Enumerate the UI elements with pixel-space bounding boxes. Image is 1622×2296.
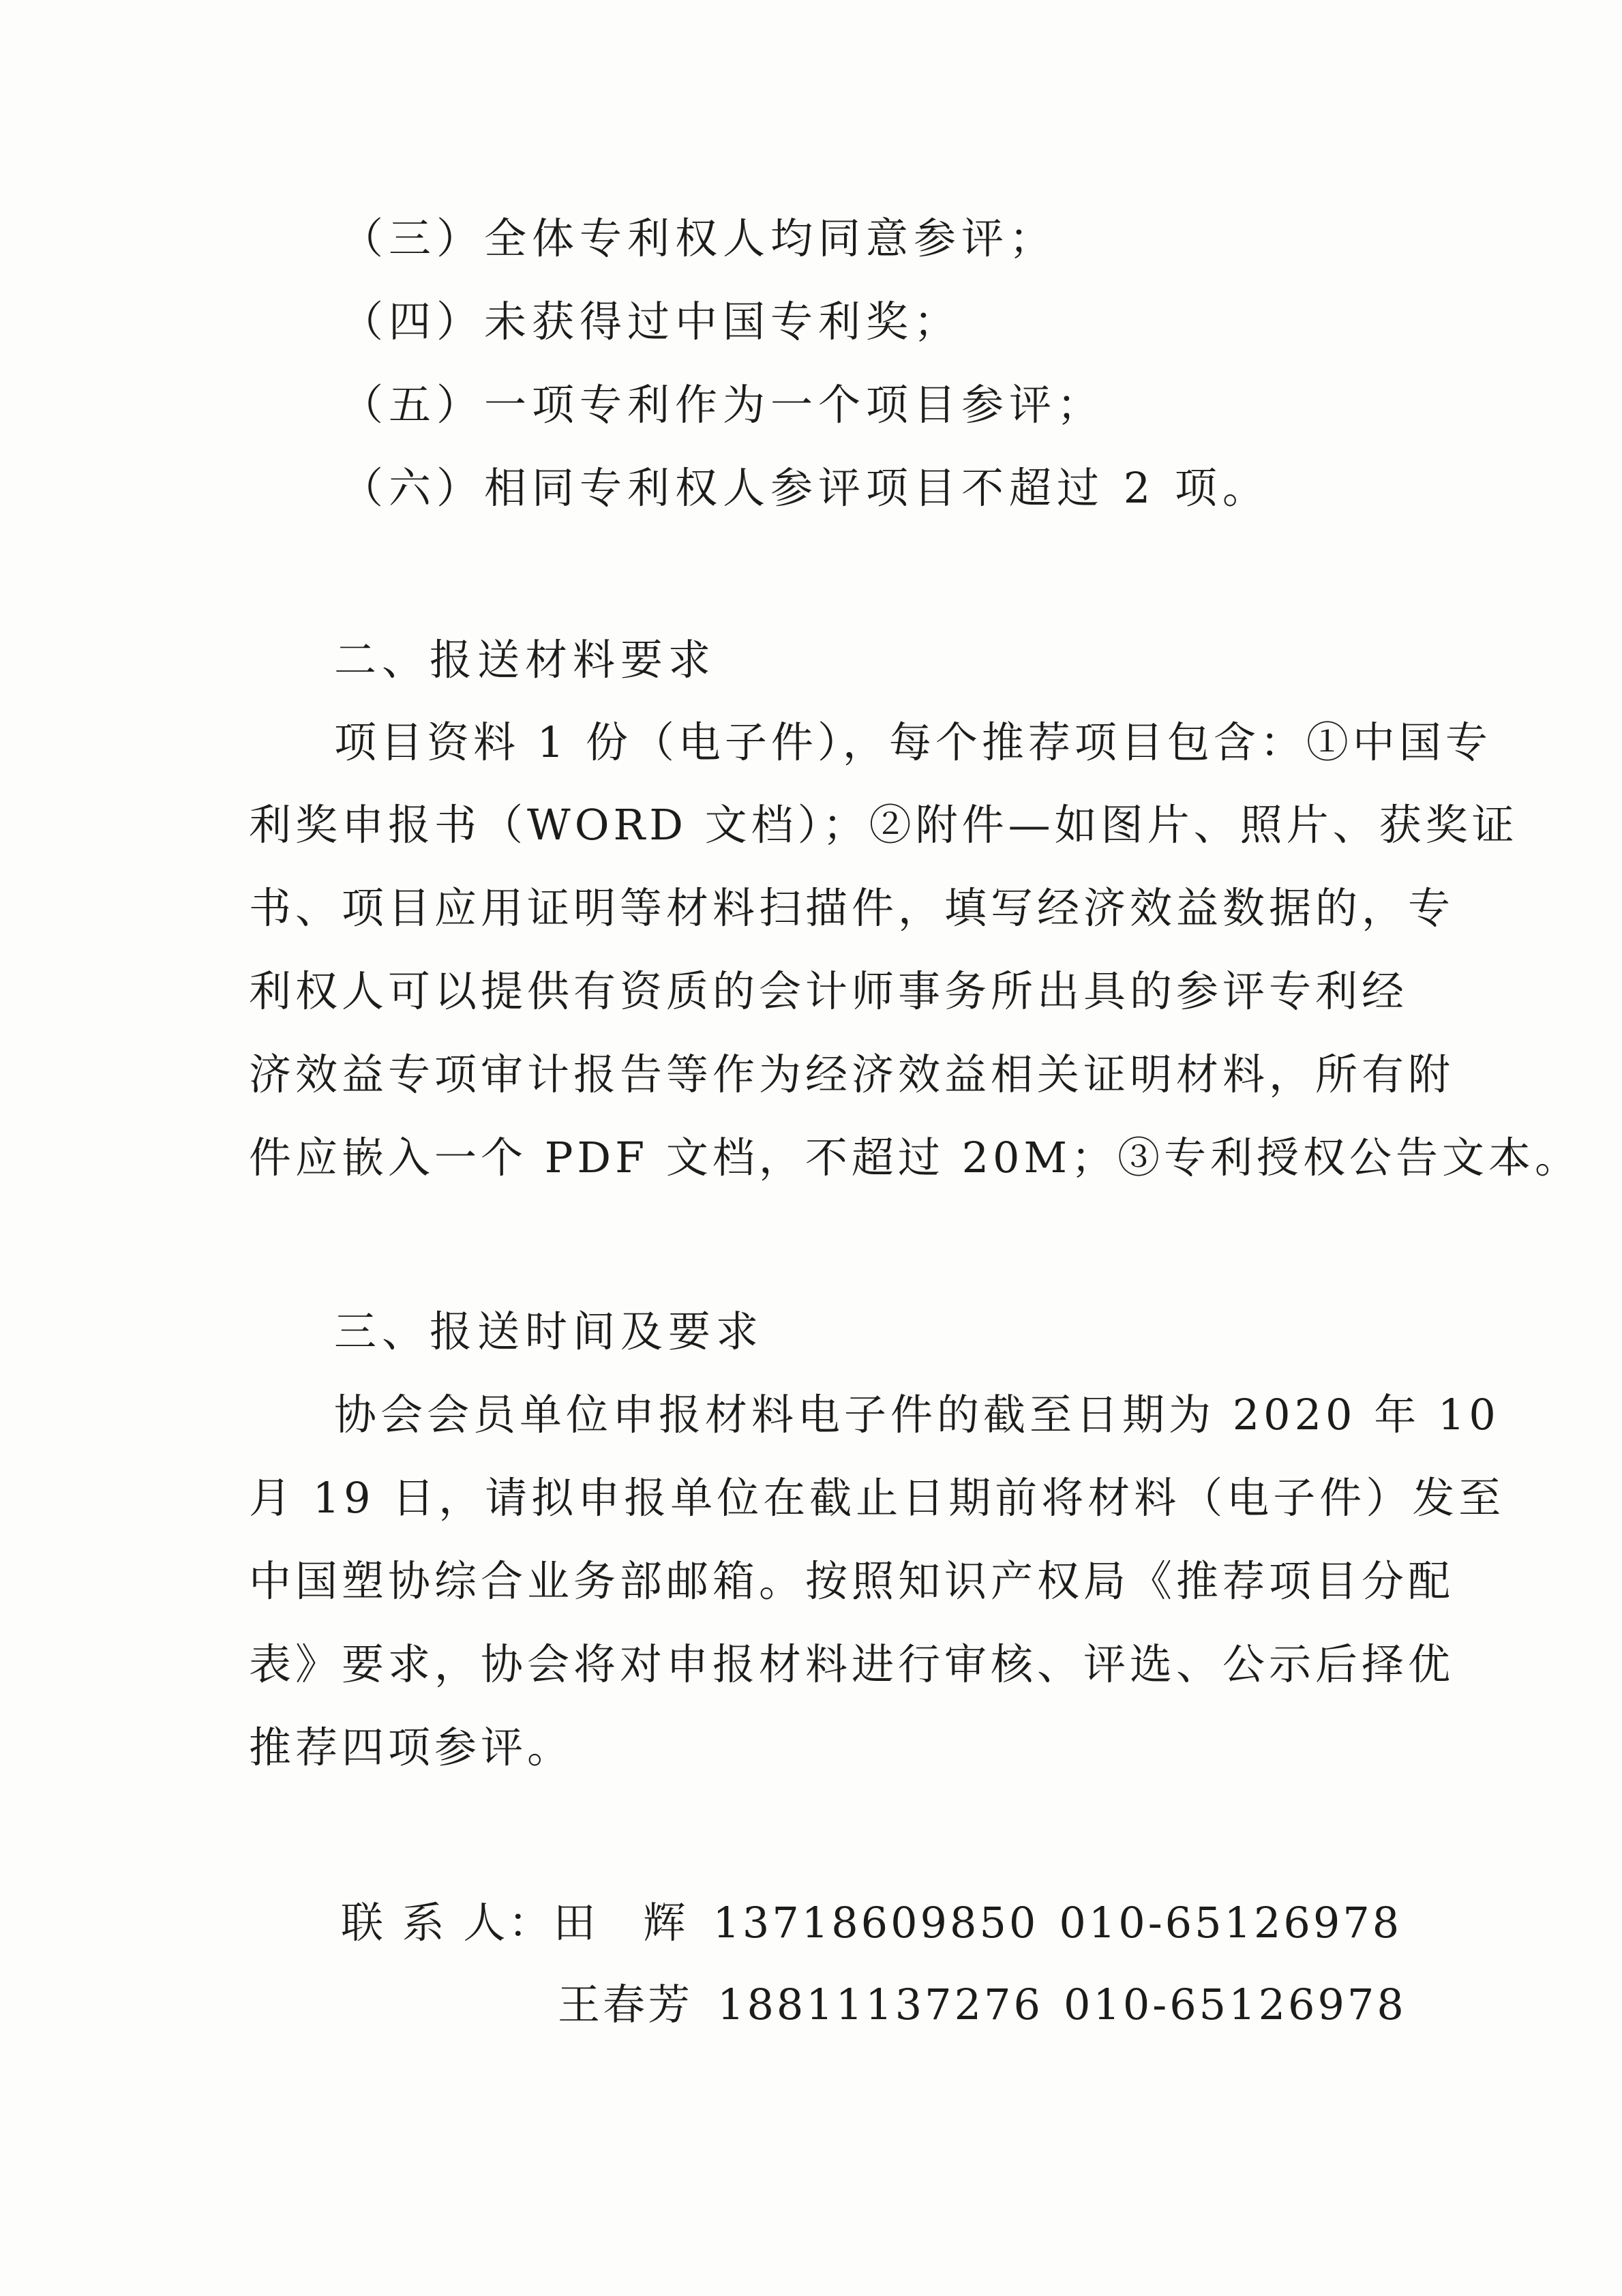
section-2-line-4: 利权人可以提供有资质的会计师事务所出具的参评专利经 [249, 966, 1409, 1016]
contact-phone: 010-65126978 [1063, 1980, 1407, 2029]
section-2-line-5: 济效益专项审计报告等作为经济效益相关证明材料，所有附 [249, 1049, 1455, 1099]
section-3-line-2: 月 19 日，请拟申报单位在截止日期前将材料（电子件）发至 [249, 1473, 1505, 1523]
criterion-3: （三）全体专利权人均同意参评； [341, 213, 1057, 263]
section-2-line-3: 书、项目应用证明等材料扫描件，填写经济效益数据的，专 [249, 883, 1455, 933]
section-3-line-1: 协会会员单位申报材料电子件的截至日期为 2020 年 10 [334, 1390, 1500, 1440]
contact-name: 田 辉 [553, 1898, 689, 1948]
section-3-line-3: 中国塑协综合业务部邮箱。按照知识产权局《推荐项目分配 [249, 1556, 1455, 1606]
criterion-4: （四）未获得过中国专利奖； [341, 297, 962, 346]
section-3-heading: 三、报送时间及要求 [334, 1307, 764, 1356]
criterion-6: （六）相同专利权人参评项目不超过 2 项。 [341, 463, 1270, 513]
section-2-line-1: 项目资料 1 份（电子件），每个推荐项目包含：①中国专 [334, 717, 1492, 767]
contact-label: 联 系 人： [341, 1898, 554, 1948]
section-3-line-4: 表》要求，协会将对申报材料进行审核、评选、公示后择优 [249, 1639, 1455, 1689]
criterion-5: （五）一项专利作为一个项目参评； [341, 380, 1105, 430]
contact-mobile: 13718609850 [712, 1898, 1039, 1948]
contact-name: 王春芳 [558, 1980, 693, 2029]
contact-row-1 [341, 1896, 1402, 1950]
section-2-line-6: 件应嵌入一个 PDF 文档，不超过 20M；③专利授权公告文本。 [249, 1133, 1581, 1182]
section-3-line-5: 推荐四项参评。 [249, 1723, 574, 1772]
contact-row-2 [558, 1978, 1407, 2032]
section-2-line-2: 利奖申报书（WORD 文档）；②附件—如图片、照片、获奖证 [249, 800, 1518, 850]
contact-phone: 010-65126978 [1059, 1898, 1402, 1948]
contact-mobile: 18811137276 [717, 1980, 1043, 2029]
section-2-heading: 二、报送材料要求 [334, 635, 717, 685]
